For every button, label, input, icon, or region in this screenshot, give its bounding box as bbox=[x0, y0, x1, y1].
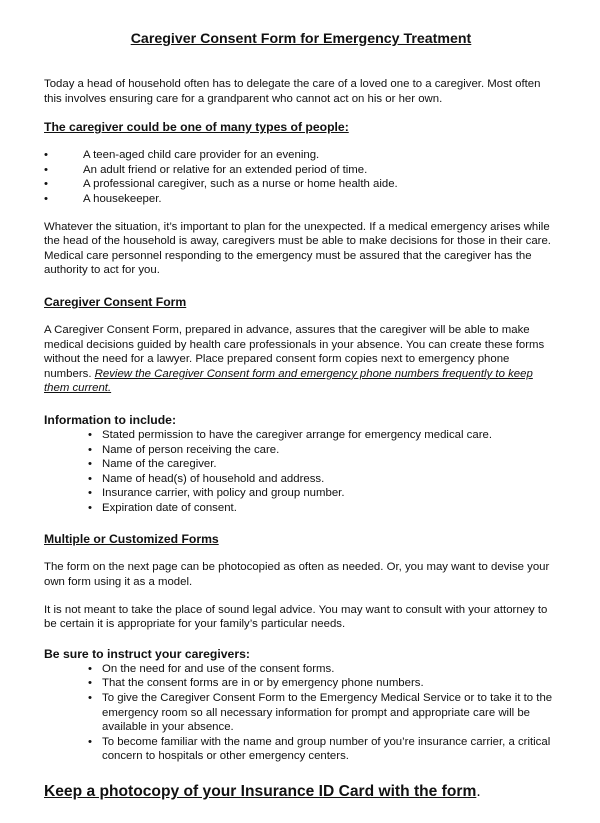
list-item: • Stated permission to have the caregiver arrange for emergency medical care. bbox=[88, 428, 558, 443]
list-item: • Expiration date of consent. bbox=[88, 501, 558, 516]
situation-paragraph: Whatever the situation, it’s important to plan for the unexpected. If a medical emergency arises while the head of the household is away, caregivers must be able to make decisions for those in their care. Medical care personnel responding to the emergency must be assured that the caregiver has the authority to act for you. bbox=[44, 220, 551, 277]
multiple-paragraph-2: It is not meant to take the place of sound legal advice. You may want to consult with your attorney to be certain it is appropriate for your family’s particular needs. bbox=[44, 603, 548, 631]
list-item: • An adult friend or relative for an extended period of time. bbox=[44, 163, 558, 178]
info-heading: Information to include: bbox=[44, 412, 177, 427]
list-item: • To become familiar with the name and group number of you’re insurance carrier, a critical concern to hospitals or other emergency centers. bbox=[88, 735, 558, 764]
consent-form-body: A Caregiver Consent Form, prepared in advance, assures that the caregiver will be able to make medical decisions guided by health care professionals in your absence. You can create these forms without the need for a lawyer. Place prepared consent form copies next to emergency phone numbers. bbox=[44, 323, 545, 380]
intro-paragraph: Today a head of household often has to delegate the care of a loved one to a caregiver. Most often this involves ensuring care for a grandparent who cannot act on his or her own. bbox=[44, 78, 541, 105]
list-item: • Insurance carrier, with policy and group number. bbox=[88, 486, 558, 501]
multiple-heading: Multiple or Customized Forms bbox=[44, 532, 219, 547]
info-list bbox=[44, 428, 558, 516]
list-item: • Name of person receiving the care. bbox=[88, 443, 558, 458]
instruct-list bbox=[44, 662, 558, 764]
footer-note bbox=[44, 782, 558, 802]
list-item: • A teen-aged child care provider for an evening. bbox=[44, 148, 558, 163]
consent-form-heading: Caregiver Consent Form bbox=[44, 294, 187, 309]
types-heading: The caregiver could be one of many types of people: bbox=[44, 120, 349, 135]
multiple-paragraph-1: The form on the next page can be photocopied as often as needed. Or, you may want to devise your own form using it as a model. bbox=[44, 561, 550, 589]
types-list bbox=[44, 148, 558, 206]
instruct-heading: Be sure to instruct your caregivers: bbox=[44, 646, 250, 661]
list-item: • To give the Caregiver Consent Form to the Emergency Medical Service or to take it to the emergency room so all necessary information for prompt and appropriate care will be available in your absence. bbox=[88, 691, 558, 735]
consent-form-note: Review the Caregiver Consent form and emergency phone numbers frequently to keep them current. bbox=[44, 367, 533, 395]
document-title: Caregiver Consent Form for Emergency Treatment bbox=[130, 31, 472, 47]
list-item: • A housekeeper. bbox=[44, 192, 558, 207]
list-item: • On the need for and use of the consent forms. bbox=[88, 662, 558, 677]
list-item: • Name of the caregiver. bbox=[88, 457, 558, 472]
list-item: • That the consent forms are in or by emergency phone numbers. bbox=[88, 676, 558, 691]
footer-period: . bbox=[476, 783, 481, 800]
list-item: • A professional caregiver, such as a nurse or home health aide. bbox=[44, 177, 558, 192]
consent-form-paragraph bbox=[44, 323, 558, 396]
footer-text: Keep a photocopy of your Insurance ID Card with the form bbox=[44, 783, 477, 800]
list-item: • Name of head(s) of household and address. bbox=[88, 472, 558, 487]
